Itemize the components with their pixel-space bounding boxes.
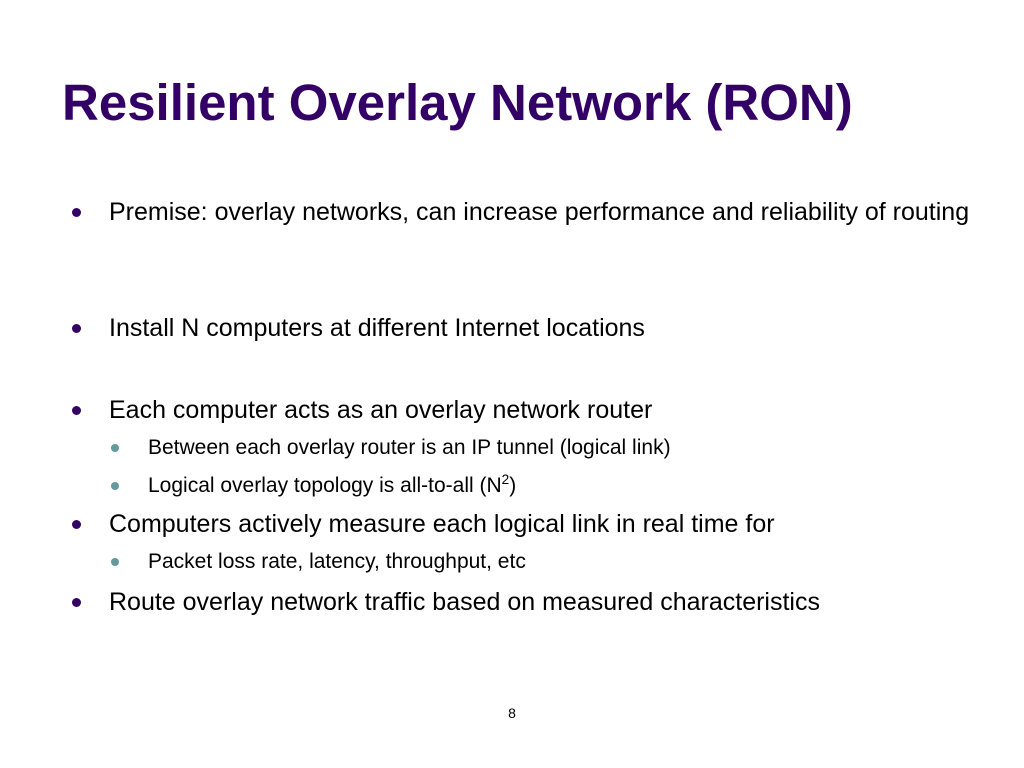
sub-bullet-text bbox=[148, 472, 516, 500]
sub-bullet-text: Between each overlay router is an IP tunnel (logical link) bbox=[148, 436, 671, 459]
bullet-text: Premise: overlay networks, can increase performance and reliability of routing bbox=[109, 198, 970, 226]
sub-bullet-dot bbox=[111, 482, 119, 490]
sub-bullet-dot bbox=[111, 558, 119, 566]
sub-bullet-text-main: Logical overlay topology is all-to-all (N bbox=[148, 474, 502, 497]
sub-bullet-text: Packet loss rate, latency, throughput, etc bbox=[148, 550, 526, 573]
page-number: 8 bbox=[508, 705, 516, 721]
bullet-dot bbox=[72, 324, 81, 333]
bullet-dot bbox=[72, 406, 81, 415]
bullet-text: Route overlay network traffic based on measured characteristics bbox=[109, 588, 820, 616]
bullet-dot bbox=[72, 208, 81, 217]
superscript-exponent: 2 bbox=[501, 472, 510, 487]
sub-bullet-text-end: ) bbox=[509, 474, 517, 497]
bullet-dot bbox=[72, 598, 81, 607]
bullet-text: Computers actively measure each logical link in real time for bbox=[109, 510, 775, 538]
sub-bullet-dot bbox=[111, 444, 119, 452]
bullet-text: Install N computers at different Internet locations bbox=[109, 314, 645, 342]
slide-title: Resilient Overlay Network (RON) bbox=[62, 74, 853, 131]
bullet-text: Each computer acts as an overlay network router bbox=[109, 396, 653, 424]
bullet-dot bbox=[72, 520, 81, 529]
